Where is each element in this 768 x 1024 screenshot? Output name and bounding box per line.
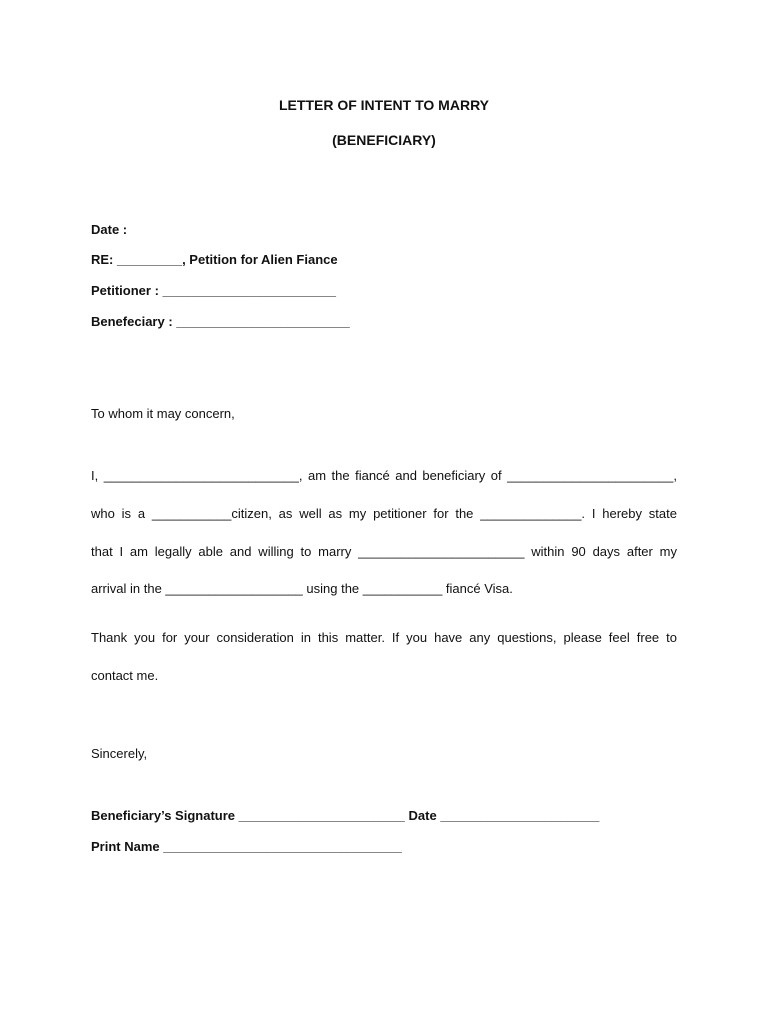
body-line-1 [91,468,677,484]
print-name-line: Print Name _________________________________ [91,839,402,854]
beneficiary-field: Benefeciary : ________________________ [91,314,350,329]
document-subtitle: (BENEFICIARY) [332,132,436,148]
signature-line: Beneficiary’s Signature _______________________ Date ______________________ [91,808,600,823]
body-line-3 [91,544,677,560]
closing: Sincerely, [91,746,148,761]
date-field: Date : [91,222,128,237]
body-line-6: contact me. [91,668,159,683]
body-line-3-text: that I am legally able and willing to marry _______________________ within 90 days after my [91,544,677,559]
document-title: LETTER OF INTENT TO MARRY [279,97,489,113]
body-line-4: arrival in the ___________________ using the ___________ fiancé Visa. [91,581,513,596]
re-field: RE: _________, Petition for Alien Fiance [91,252,338,267]
salutation: To whom it may concern, [91,406,235,421]
body-line-5-text: Thank you for your consideration in this matter. If you have any questions, please feel free to [91,630,677,645]
petitioner-field: Petitioner : ________________________ [91,283,337,298]
body-line-2-text: who is a ___________citizen, as well as my petitioner for the ______________. I hereby state [91,506,677,521]
body-line-5 [91,630,677,646]
body-line-2 [91,506,677,522]
body-line-1-text: I, ___________________________, am the fiancé and beneficiary of _______________________, [91,468,677,483]
